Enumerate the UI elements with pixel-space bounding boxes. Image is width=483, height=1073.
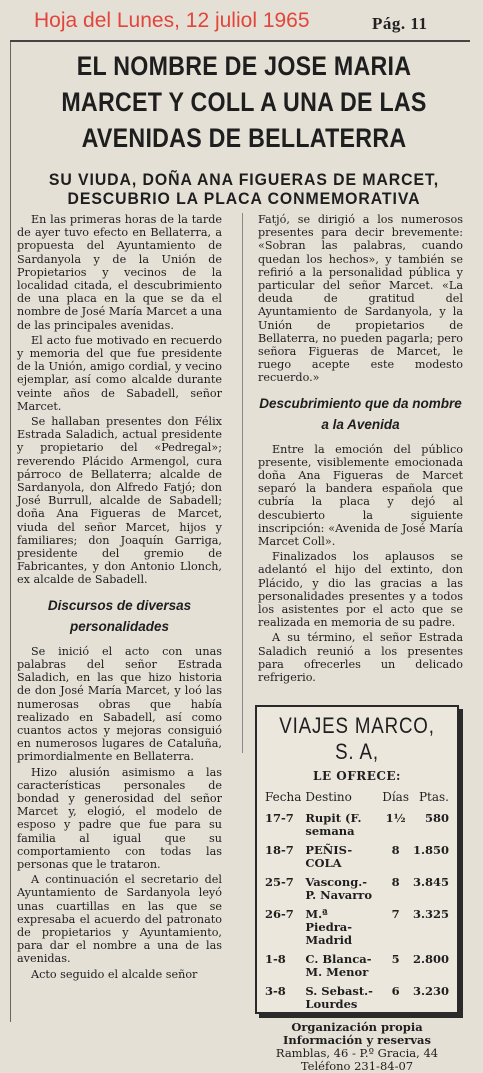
paragraph: Entre la emoción del público presente, visiblemente emocionada doña Ana Figueras de Marcet separó la bandera española que cubría la placa y dejó al descubierto la siguiente inscripción: «Avenida de José María Marcet Coll». [258,442,463,549]
row-price: 2.800 [412,952,449,966]
table-row [263,842,451,874]
paragraph: Hizo alusión asimismo a las características personales de bondad y generosidad del señor Marcet y, elogió, el modelo de esposo y padre que fue para su familia al igual que su comportamiento con todas las personas que le trataron. [17,765,222,871]
table-row [263,874,451,906]
trips-table [263,787,451,1015]
travel-advertisement [255,705,459,1073]
section-heading: Descubrimiento que da nombre a la Avenida [259,395,462,432]
row-price: 3.325 [412,907,449,921]
row-destination: M.ª Piedra- Madrid [305,907,353,947]
row-date: 3-8 [265,984,286,998]
row-price: 3.230 [412,984,449,998]
table-header-row [263,787,451,810]
source-label: Hoja del Lunes, 12 juliol 1965 [34,9,310,32]
table-row [263,951,451,983]
column-header: Días [382,790,409,804]
top-rule [10,40,470,42]
paragraph: A su término, el señor Estrada Saladich reunió a los presentes para ofrecerles un delicado refrigerio. [258,631,463,685]
paragraph: Se hallaban presentes don Félix Estrada Saladich, actual presidente y propietario del «Pedregal»; reverendo Plácido Armengol, cura párroco de Bellaterra; alcalde de Sardanyola, don Alfredo Fatjó; don José Burrull, alcalde de Sabadell; doña Ana Figueras de Marcet, viuda del señor Marcet, hijos y familiares; don Joaquín Garriga, presidente del gremio de Fabricantes, y don Antonio Llonch, ex alcalde de Sabadell. [17,415,222,587]
row-date: 25-7 [265,875,294,889]
row-date: 26-7 [265,907,294,921]
table-row [263,810,451,842]
ad-footer [257,1021,457,1073]
paragraph: Se inició el acto con unas palabras del señor Estrada Saladich, en las que hizo historia de don José María Marcet, y loó las numerosas obras que había realizado en Sabadell, así como cuantos actos y mejoras consiguió en numerosos lugares de Cataluña, primordialmente en Bellaterra. [17,644,222,764]
ad-footer-line: Organización propia [291,1020,423,1034]
article-subheadline: SU VIUDA, DOÑA ANA FIGUERAS DE MARCET, DESCUBRIO LA PLACA CONMEMORATIVA [48,170,440,208]
row-days: 1½ [385,811,406,825]
page-number: Pág. 11 [372,14,428,33]
row-destination: PEÑIS- COLA [305,843,353,870]
row-days: 7 [391,907,400,921]
page-header [0,0,483,40]
row-days: 5 [391,952,400,966]
article-column-2 [258,213,463,686]
paragraph: El acto fue motivado en recuerdo y memoria del que fue presidente de la Unión, amigo cordial, y vecino ejemplar, así como alcalde durante veinte años de Sabadell, señor Marcet. [17,333,222,413]
row-price: 3.845 [412,875,449,889]
column-header: Ptas. [418,790,449,804]
row-date: 17-7 [265,811,294,825]
paragraph: A continuación el secretario del Ayuntamiento de Sardanyola leyó unas cuartillas en las que se expresaba el acuerdo del patronato de propietarios y Ayuntamiento, para dar el nombre a una de las avenidas. [17,873,222,966]
ad-title: VIAJES MARCO, S. A, [279,713,435,764]
section-heading: Discursos de diversas personalidades [47,597,192,634]
row-destination: Rupit (F. semana [305,811,362,838]
row-days: 8 [391,843,400,857]
ad-phone: Teléfono 231-84-07 [300,1059,414,1073]
column-divider [242,213,243,753]
row-destination: Vascong.- P. Navarro [305,875,373,902]
row-price: 580 [424,811,449,825]
row-date: 18-7 [265,843,294,857]
row-price: 1.850 [412,843,449,857]
article-column-1 [17,213,222,983]
row-date: 1-8 [265,952,286,966]
paragraph: En las primeras horas de la tarde de ayer tuvo efecto en Bellaterra, a propuesta del Ayuntamiento de Sardanyola y de la Unión de Propietarios y vecinos de la localidad citada, el descubrimiento de una placa en la que se da el nombre de José María Marcet a una de las principales avenidas. [17,213,222,332]
paragraph: Finalizados los aplausos se adelantó el hijo del extinto, don Plácido, y dio las gracias a las personalidades presentes y a todos los asistentes por el acto que se realizada en memoria de su padre. [258,550,463,630]
column-header: Destino [305,790,352,804]
table-row [263,906,451,951]
row-days: 6 [391,984,400,998]
row-destination: C. Blanca- M. Menor [305,952,372,979]
column-header: Fecha [265,790,302,804]
article-headline: EL NOMBRE DE JOSE MARIA MARCET Y COLL A UNA DE LAS AVENIDAS DE BELLATERRA [61,51,427,153]
paragraph: Acto seguido el alcalde señor [31,967,198,981]
row-days: 8 [391,875,400,889]
table-row [263,983,451,1015]
ad-subtitle: LE OFRECE: [313,769,401,783]
ad-address: Ramblas, 46 - P.º Gracia, 44 [275,1046,439,1060]
paragraph: Fatjó, se dirigió a los numerosos presentes para decir brevemente: «Sobran las palabras, cuando quedan los hechos», y también se refirió a la personalidad pública y particular del señor Marcet. «La deuda de gratitud del Ayuntamiento de Sardanyola, y la Unión de propietarios de Bellaterra, no pueden pagarla; pero señora Figueras de Marcet, le ruego acepte este modesto recuerdo.» [258,213,463,385]
row-destination: S. Sebast.- Lourdes [305,984,373,1011]
ad-footer-line: Información y reservas [283,1033,431,1047]
left-rule [10,42,11,1022]
